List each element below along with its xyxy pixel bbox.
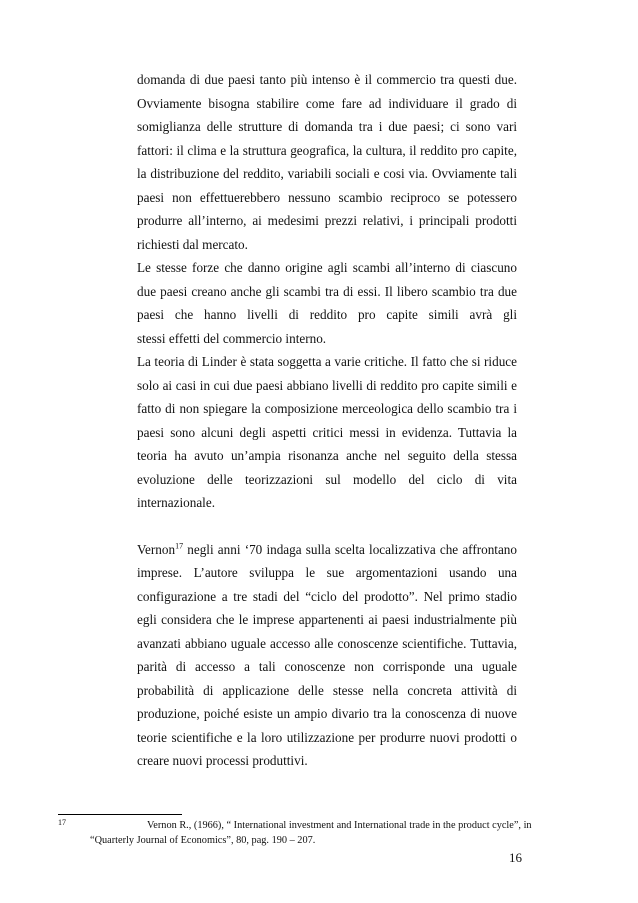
text-line: paesi non effettuerebbero nessuno scambio reciproco se potessero xyxy=(137,189,517,205)
paragraph-4 xyxy=(137,538,517,773)
text-line: imprese. L’autore sviluppa le sue argomentazioni usando una xyxy=(137,565,517,580)
text-line: Ovviamente bisogna stabilire come fare ad individuare il grado di xyxy=(137,95,517,111)
text-line: avanzati abbiano uguale accesso alle conoscenze scientifiche. Tuttavia, xyxy=(137,635,517,651)
text-line: Le stesse forze che danno origine agli scambi all’interno di ciascuno xyxy=(137,260,517,275)
text-line: richiesti dal mercato. xyxy=(137,236,248,252)
footnote-line: “Quarterly Journal of Economics”, 80, pag. 190 – 207. xyxy=(90,835,316,846)
text-line: domanda di due paesi tanto più intenso è il commercio tra questi due. xyxy=(137,72,517,87)
footnote-reference[interactable]: 17 xyxy=(175,541,184,551)
page-number: 16 xyxy=(509,850,522,865)
text-line: configurazione a tre stadi del “ciclo del prodotto”. Nel primo stadio xyxy=(137,588,517,604)
text-line: creare nuovi processi produttivi. xyxy=(137,753,308,768)
text-line: fattori: il clima e la struttura geografica, la cultura, il reddito pro capite, xyxy=(137,142,517,158)
text-line: fatto di non spiegare la composizione merceologica dello scambio tra i xyxy=(137,401,517,416)
paragraph-1 xyxy=(137,68,517,256)
text-line: paesi sono alcuni degli aspetti critici messi in evidenza. Tuttavia la xyxy=(137,424,517,440)
footnote-marker: 17 xyxy=(58,818,66,827)
text-line: probabilità di applicazione delle stesse nella concreta attività di xyxy=(137,682,517,698)
text-line: produzione, poiché esiste un ampio divario tra la conoscenza di nuove xyxy=(137,706,517,721)
text-line: evoluzione delle teorizzazioni sul modello del ciclo di vita xyxy=(137,471,517,487)
footnote-separator xyxy=(58,814,182,815)
text-line: due paesi creano anche gli scambi tra di essi. Il libero scambio tra due xyxy=(137,283,517,299)
text-line: La teoria di Linder è stata soggetta a varie critiche. Il fatto che si riduce xyxy=(137,354,517,369)
text-line: internazionale. xyxy=(137,495,215,510)
body-text xyxy=(137,68,517,773)
text-line: stessi effetti del commercio interno. xyxy=(137,330,327,346)
text-line: egli considera che le imprese appartenenti ai paesi industrialmente più xyxy=(137,612,517,627)
text-line xyxy=(137,538,517,562)
paragraph-2 xyxy=(137,256,517,350)
text-line: la distribuzione del reddito, variabili sociali e cosi via. Ovviamente tali xyxy=(137,166,517,181)
text-line: somiglianza delle strutture di domanda tra i due paesi; ci sono vari xyxy=(137,119,517,134)
text-line: parità di accesso a tali conoscenze non corrisponde una uguale xyxy=(137,659,517,674)
footnote-line: Vernon R., (1966), “ International investment and International trade in the product cycle”, in xyxy=(147,820,532,831)
footnote-text xyxy=(90,818,550,848)
paragraph-3 xyxy=(137,350,517,515)
text-line: paesi che hanno livelli di reddito pro capite simili avrà gli xyxy=(137,307,517,322)
text-line: produrre all’interno, ai medesimi prezzi relativi, i principali prodotti xyxy=(137,213,517,228)
text-line: solo ai casi in cui due paesi abbiano livelli di reddito pro capite simili e xyxy=(137,377,517,393)
text-line: teorie scientifiche e la loro utilizzazione per produrre nuovi prodotti o xyxy=(137,729,517,745)
paragraph-gap xyxy=(137,515,517,538)
text-line: teoria ha avuto un’ampia risonanza anche nel seguito della stessa xyxy=(137,448,517,463)
author-name: Vernon xyxy=(137,541,176,557)
text-fragment: negli anni ‘70 indaga sulla scelta localizzativa che affrontano xyxy=(187,541,517,557)
